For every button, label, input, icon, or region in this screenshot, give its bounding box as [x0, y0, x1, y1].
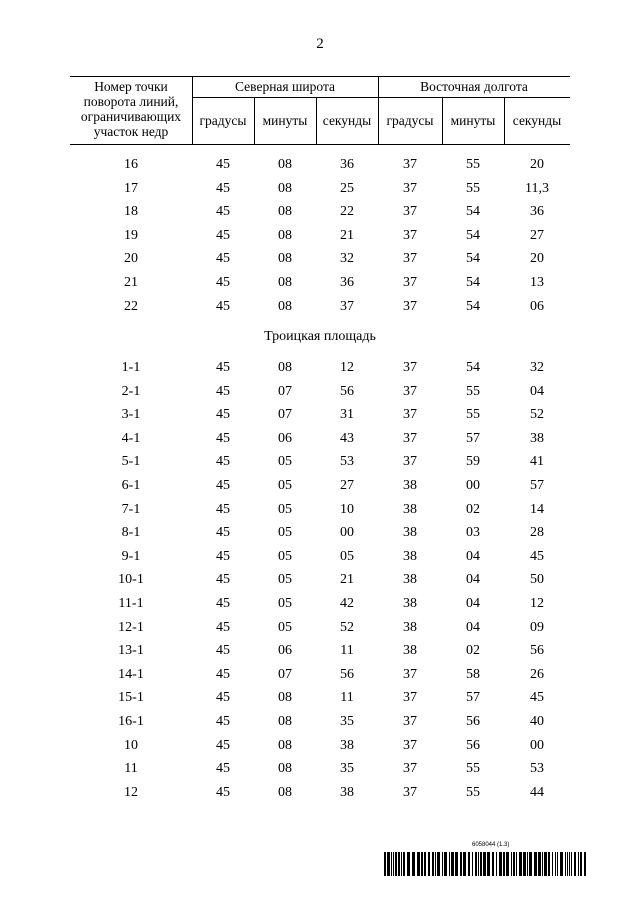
table-cell: 14 — [530, 501, 544, 517]
table-cell: 45 — [216, 157, 230, 172]
table-cell: 6-1 — [121, 477, 141, 493]
table-cell: 05 — [278, 595, 292, 611]
table-cell: 37 — [403, 784, 417, 800]
table-cell: 18 — [124, 204, 138, 220]
table-cell: 08 — [278, 713, 292, 729]
table-cell: 52 — [340, 619, 354, 635]
table-cell: 45 — [216, 690, 230, 706]
table-cell: 44 — [530, 784, 544, 800]
table-cell: 37 — [403, 666, 417, 682]
table-cell: 38 — [403, 619, 417, 635]
table-cell: 45 — [216, 666, 230, 682]
table-cell: 37 — [403, 251, 417, 267]
header-lon-degrees: градусы — [386, 113, 434, 128]
table-cell: 12 — [340, 360, 354, 375]
table-cell: 37 — [403, 407, 417, 423]
table-cell: 08 — [278, 761, 292, 777]
table-cell: 54 — [466, 274, 480, 290]
table-cell: 05 — [278, 454, 292, 470]
table-cell: 2-1 — [121, 383, 141, 399]
table-row — [70, 427, 570, 451]
table-cell: 13-1 — [118, 643, 144, 659]
table-cell: 37 — [403, 690, 417, 706]
table-cell: 57 — [530, 477, 544, 493]
table-cell: 55 — [466, 157, 480, 172]
table-cell: 37 — [403, 157, 417, 172]
table-cell: 57 — [466, 690, 480, 706]
table-row — [70, 380, 570, 404]
table-cell: 57 — [466, 430, 480, 446]
table-cell: 10-1 — [118, 572, 144, 588]
header-lat-seconds: секунды — [322, 113, 372, 128]
table-cell: 05 — [278, 501, 292, 517]
table-cell: 28 — [530, 525, 544, 541]
table-cell: 35 — [340, 713, 354, 729]
table-cell: 5-1 — [121, 454, 141, 470]
table-cell: 55 — [466, 761, 480, 777]
table-cell: 52 — [530, 407, 544, 423]
table-cell: 55 — [466, 784, 480, 800]
table-row — [70, 271, 570, 295]
table-cell: 45 — [216, 548, 230, 564]
table-cell: 20 — [530, 157, 544, 172]
table-cell: 00 — [340, 525, 354, 541]
table-row — [70, 200, 570, 224]
table-row — [70, 757, 570, 781]
table-row — [70, 734, 570, 758]
table-cell: 37 — [403, 298, 417, 314]
table-cell: 42 — [340, 595, 354, 611]
table-cell: 54 — [466, 251, 480, 267]
table-cell: 37 — [340, 298, 354, 314]
header-lat-degrees: градусы — [199, 113, 247, 128]
table-cell: 38 — [403, 477, 417, 493]
table-cell: 08 — [278, 251, 292, 267]
header-lat-minutes: минуты — [262, 113, 308, 128]
table-cell: 9-1 — [121, 548, 141, 564]
table-cell: 37 — [403, 227, 417, 243]
table-cell: 56 — [340, 666, 354, 682]
table-cell: 06 — [530, 298, 544, 314]
table-cell: 25 — [340, 180, 354, 196]
table-cell: 20 — [530, 251, 544, 267]
table-cell: 54 — [466, 360, 480, 375]
table-cell: 05 — [278, 619, 292, 635]
table-cell: 04 — [466, 619, 480, 635]
table-cell: 37 — [403, 360, 417, 375]
table-cell: 55 — [466, 180, 480, 196]
barcode-number: 6058044 (1.3) — [472, 842, 510, 848]
table-cell: 08 — [278, 690, 292, 706]
table-cell: 45 — [216, 643, 230, 659]
table-cell: 45 — [530, 548, 544, 564]
table-cell: 31 — [340, 407, 354, 423]
table-cell: 27 — [530, 227, 544, 243]
table-cell: 20 — [124, 251, 138, 267]
table-cell: 37 — [403, 737, 417, 753]
table-cell: 32 — [530, 360, 544, 375]
header-mid-rule — [192, 97, 570, 98]
table-cell: 45 — [216, 407, 230, 423]
table-cell: 36 — [530, 204, 544, 220]
table-cell: 53 — [530, 761, 544, 777]
table-cell: 45 — [216, 274, 230, 290]
table-cell: 38 — [403, 548, 417, 564]
table-cell: 41 — [530, 454, 544, 470]
table-row — [70, 356, 570, 380]
table-cell: 55 — [466, 407, 480, 423]
table-cell: 50 — [530, 572, 544, 588]
table-cell: 45 — [216, 204, 230, 220]
coordinates-table-part-2 — [70, 356, 570, 804]
table-cell: 45 — [216, 619, 230, 635]
table-cell: 45 — [216, 227, 230, 243]
table-row — [70, 545, 570, 569]
table-cell: 08 — [278, 180, 292, 196]
table-cell: 11 — [124, 761, 138, 777]
table-cell: 27 — [340, 477, 354, 493]
table-cell: 16-1 — [118, 713, 144, 729]
table-cell: 55 — [466, 383, 480, 399]
table-cell: 26 — [530, 666, 544, 682]
table-cell: 05 — [278, 548, 292, 564]
table-cell: 56 — [466, 713, 480, 729]
table-cell: 3-1 — [121, 407, 141, 423]
table-cell: 56 — [466, 737, 480, 753]
table-cell: 13 — [530, 274, 544, 290]
table-cell: 06 — [278, 430, 292, 446]
table-cell: 36 — [340, 157, 354, 172]
table-cell: 54 — [466, 298, 480, 314]
table-cell: 04 — [466, 548, 480, 564]
table-cell: 37 — [403, 204, 417, 220]
table-cell: 45 — [216, 784, 230, 800]
header-east-longitude: Восточная долгота — [420, 79, 528, 94]
table-cell: 38 — [403, 525, 417, 541]
table-cell: 02 — [466, 501, 480, 517]
table-cell: 07 — [278, 407, 292, 423]
table-cell: 38 — [403, 501, 417, 517]
table-cell: 45 — [216, 761, 230, 777]
table-cell: 58 — [466, 666, 480, 682]
table-cell: 4-1 — [121, 430, 141, 446]
table-row — [70, 639, 570, 663]
table-cell: 22 — [124, 298, 138, 314]
table-row — [70, 498, 570, 522]
coordinates-table-part-1 — [70, 153, 570, 318]
table-cell: 12 — [124, 784, 138, 800]
table-cell: 08 — [278, 204, 292, 220]
table-cell: 07 — [278, 666, 292, 682]
table-cell: 08 — [278, 784, 292, 800]
table-cell: 45 — [216, 360, 230, 375]
header-lon-seconds: секунды — [512, 113, 562, 128]
table-cell: 38 — [340, 737, 354, 753]
section-title: Троицкая площадь — [264, 329, 376, 344]
table-row — [70, 474, 570, 498]
table-cell: 08 — [278, 227, 292, 243]
table-cell: 12-1 — [118, 619, 144, 635]
table-cell: 09 — [530, 619, 544, 635]
table-cell: 45 — [216, 525, 230, 541]
table-cell: 16 — [124, 157, 138, 172]
header-point-number: Номер точки поворота линий, ограничивающих участок недр — [80, 79, 182, 139]
table-cell: 38 — [403, 572, 417, 588]
table-cell: 59 — [466, 454, 480, 470]
table-cell: 10 — [340, 501, 354, 517]
table-row — [70, 663, 570, 687]
table-cell: 1-1 — [121, 360, 141, 375]
header-lon-minutes: минуты — [450, 113, 496, 128]
table-cell: 11 — [340, 643, 354, 659]
table-cell: 37 — [403, 383, 417, 399]
table-cell: 00 — [466, 477, 480, 493]
table-cell: 06 — [278, 643, 292, 659]
table-cell: 37 — [403, 430, 417, 446]
table-cell: 37 — [403, 180, 417, 196]
table-cell: 54 — [466, 227, 480, 243]
table-cell: 45 — [216, 595, 230, 611]
table-row — [70, 247, 570, 271]
table-cell: 56 — [340, 383, 354, 399]
table-cell: 14-1 — [118, 666, 144, 682]
table-cell: 40 — [530, 713, 544, 729]
table-header — [70, 76, 570, 144]
table-cell: 54 — [466, 204, 480, 220]
table-cell: 11-1 — [118, 595, 144, 611]
header-top-rule — [70, 76, 570, 77]
table-row — [70, 295, 570, 319]
table-cell: 8-1 — [121, 525, 141, 541]
table-cell: 08 — [278, 157, 292, 172]
table-cell: 00 — [530, 737, 544, 753]
table-cell: 11,3 — [525, 180, 549, 196]
table-cell: 56 — [530, 643, 544, 659]
table-row — [70, 568, 570, 592]
table-row — [70, 686, 570, 710]
page-number: 2 — [316, 36, 324, 52]
table-row — [70, 592, 570, 616]
table-cell: 37 — [403, 274, 417, 290]
table-cell: 08 — [278, 298, 292, 314]
table-cell: 36 — [340, 274, 354, 290]
table-cell: 17 — [124, 180, 138, 196]
table-cell: 38 — [403, 643, 417, 659]
table-cell: 45 — [216, 383, 230, 399]
table-cell: 7-1 — [121, 501, 141, 517]
table-row — [70, 177, 570, 201]
table-cell: 05 — [278, 525, 292, 541]
table-cell: 05 — [278, 572, 292, 588]
table-cell: 45 — [216, 180, 230, 196]
table-cell: 45 — [216, 477, 230, 493]
barcode — [384, 852, 590, 876]
table-row — [70, 403, 570, 427]
table-cell: 45 — [216, 501, 230, 517]
table-cell: 05 — [340, 548, 354, 564]
table-cell: 53 — [340, 454, 354, 470]
table-cell: 08 — [278, 737, 292, 753]
table-cell: 22 — [340, 204, 354, 220]
table-cell: 07 — [278, 383, 292, 399]
table-cell: 37 — [403, 761, 417, 777]
table-cell: 37 — [403, 713, 417, 729]
table-cell: 45 — [530, 690, 544, 706]
table-row — [70, 224, 570, 248]
table-row — [70, 521, 570, 545]
table-cell: 03 — [466, 525, 480, 541]
table-row — [70, 616, 570, 640]
table-cell: 45 — [216, 713, 230, 729]
table-cell: 38 — [403, 595, 417, 611]
table-row — [70, 710, 570, 734]
table-cell: 45 — [216, 298, 230, 314]
table-cell: 10 — [124, 737, 138, 753]
table-cell: 08 — [278, 360, 292, 375]
table-cell: 08 — [278, 274, 292, 290]
table-cell: 02 — [466, 643, 480, 659]
table-cell: 38 — [340, 784, 354, 800]
table-cell: 04 — [466, 595, 480, 611]
table-cell: 32 — [340, 251, 354, 267]
table-row — [70, 450, 570, 474]
table-cell: 05 — [278, 477, 292, 493]
table-cell: 21 — [124, 274, 138, 290]
table-cell: 11 — [340, 690, 354, 706]
header-bottom-rule — [70, 144, 570, 145]
table-cell: 43 — [340, 430, 354, 446]
table-cell: 04 — [530, 383, 544, 399]
table-cell: 04 — [466, 572, 480, 588]
header-north-latitude: Северная широта — [235, 79, 335, 94]
table-cell: 45 — [216, 737, 230, 753]
table-cell: 45 — [216, 454, 230, 470]
table-cell: 35 — [340, 761, 354, 777]
table-cell: 45 — [216, 251, 230, 267]
table-cell: 38 — [530, 430, 544, 446]
table-cell: 45 — [216, 572, 230, 588]
table-cell: 19 — [124, 227, 138, 243]
table-row — [70, 153, 570, 177]
table-cell: 12 — [530, 595, 544, 611]
table-row — [70, 781, 570, 805]
table-cell: 45 — [216, 430, 230, 446]
table-cell: 15-1 — [118, 690, 144, 706]
table-cell: 37 — [403, 454, 417, 470]
table-cell: 21 — [340, 572, 354, 588]
table-cell: 21 — [340, 227, 354, 243]
